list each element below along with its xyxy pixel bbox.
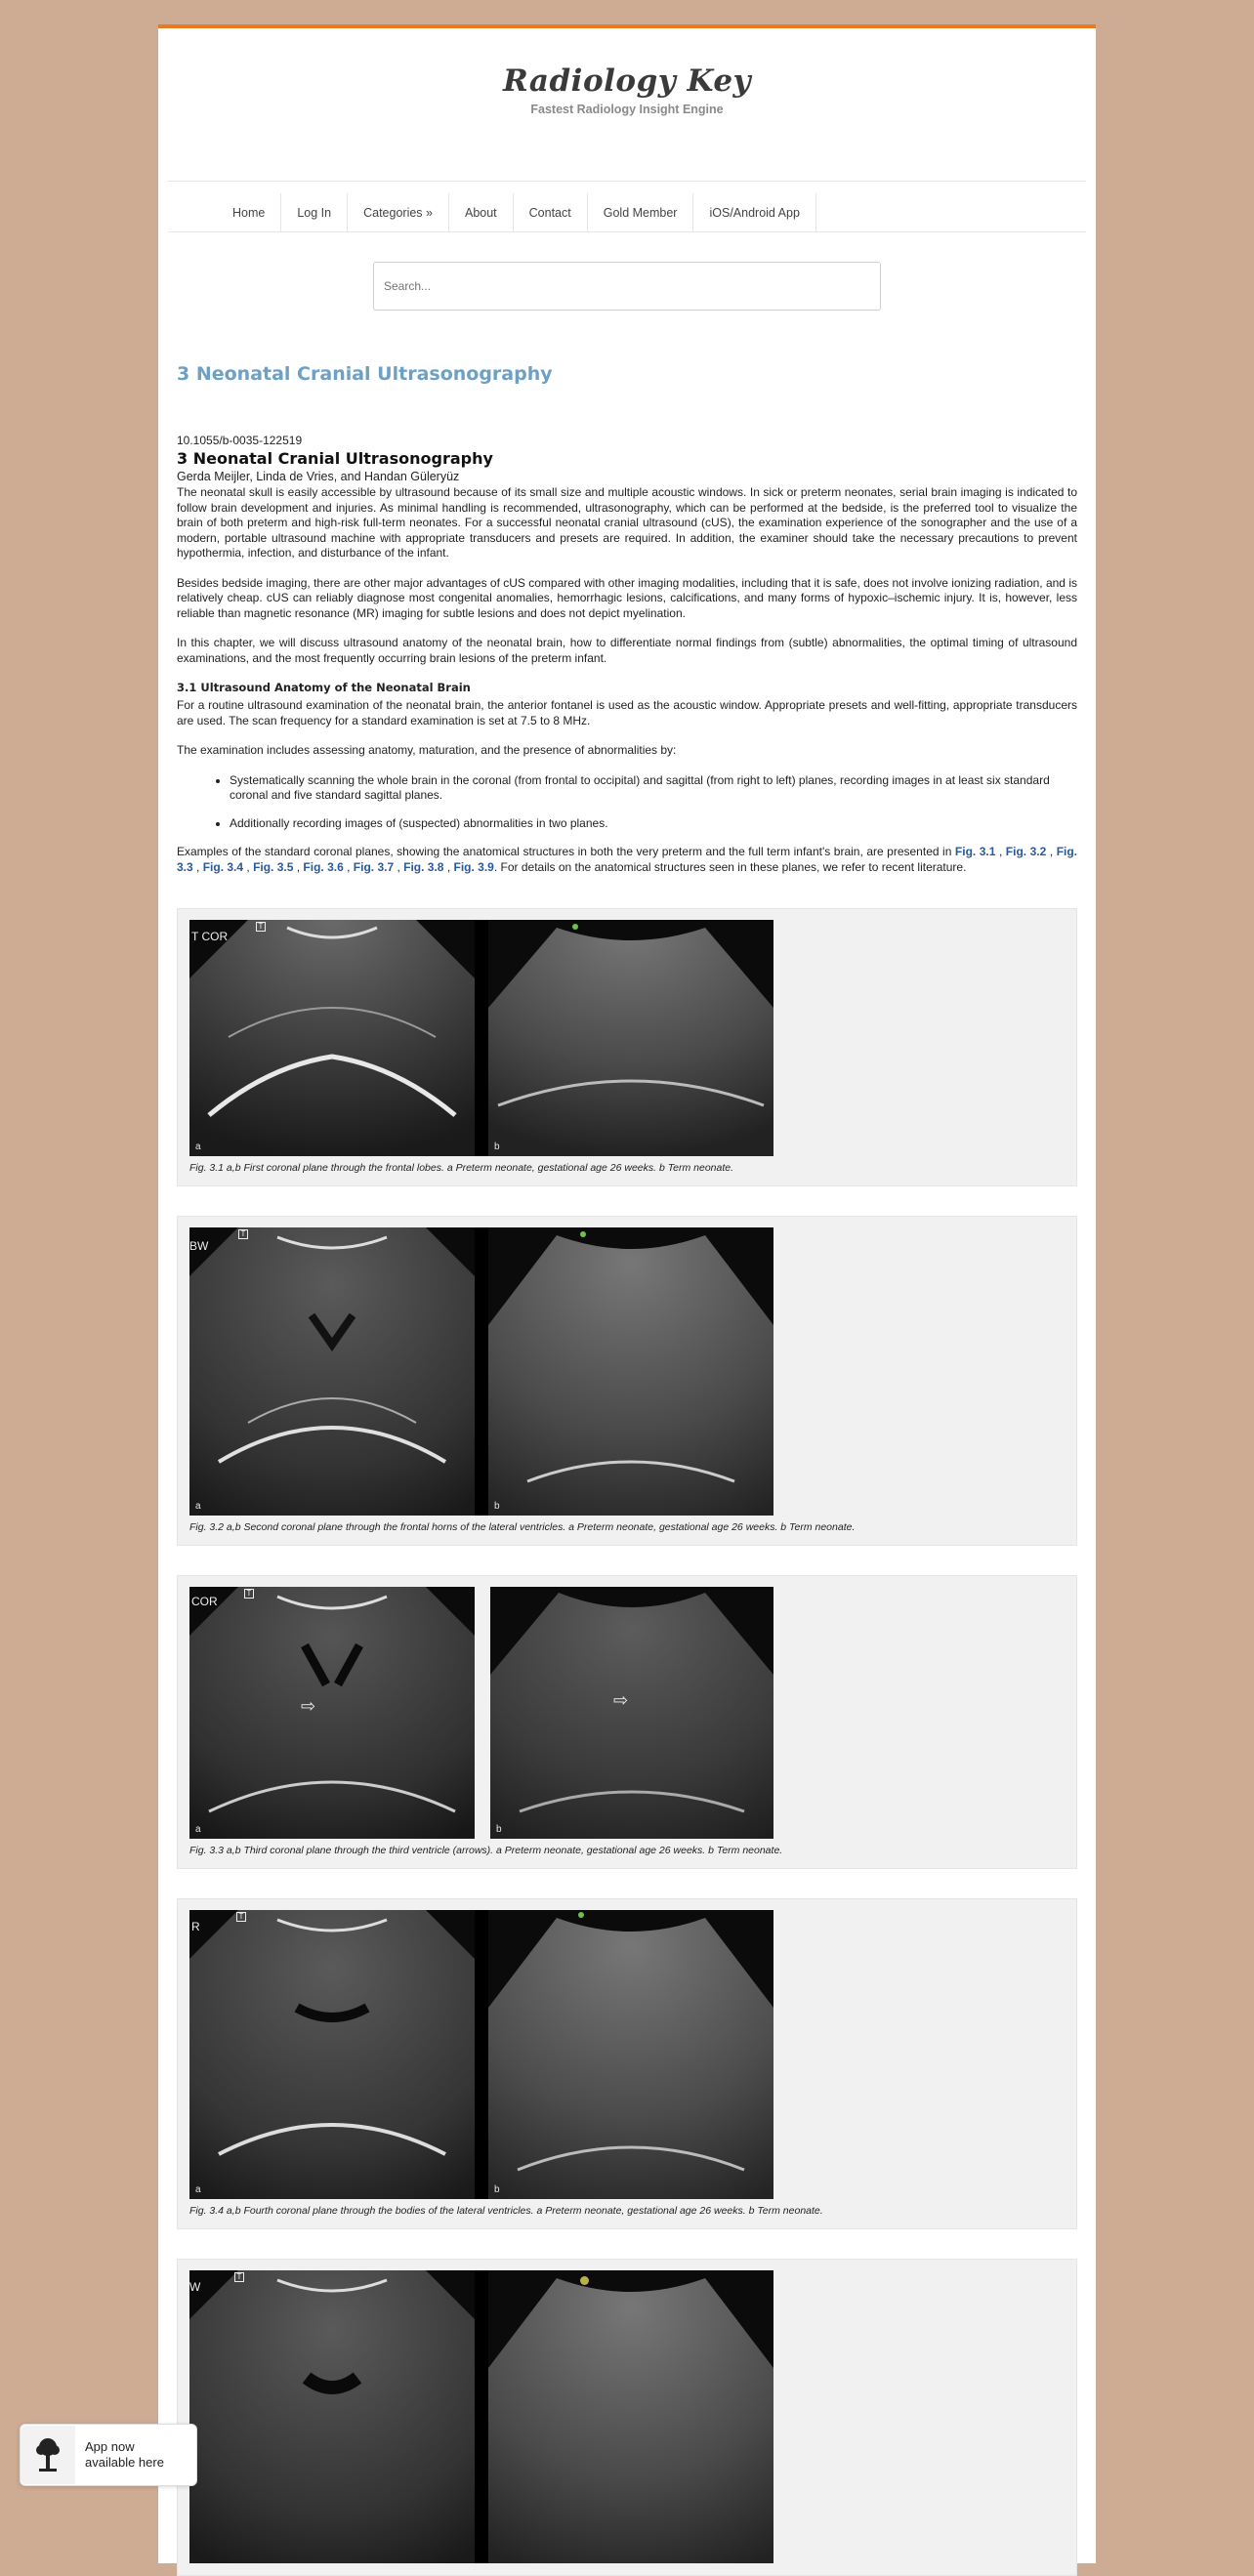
ultrasound-image-b[interactable] (490, 1587, 773, 1839)
transducer-mark-icon: T (256, 922, 266, 932)
image-tag: W (189, 2280, 201, 2294)
main-nav (168, 193, 1086, 232)
image-label: a (195, 1142, 201, 1152)
paragraph: Besides bedside imaging, there are other major advantages of cUS compared with other imaging modalities, including that it is safe, does not involve ionizing radiation, and is relatively cheap. cUS can reliably diagnose most congenital anomalies, hemorrhagic lesions, calcifications, and many forms of hypoxic–ischemic injury. It is, however, less reliable than magnetic resonance (MR) imaging for subtle lesions and does not depict myelination. (177, 575, 1077, 620)
fig-link-3-3[interactable]: Fig. 3.3 (177, 845, 1078, 874)
image-tag: R (191, 1920, 200, 1933)
ultrasound-image-b[interactable] (488, 1910, 773, 2199)
section-heading: 3.1 Ultrasound Anatomy of the Neonatal Brain (177, 681, 471, 694)
fig-link-3-4[interactable]: Fig. 3.4 (202, 859, 244, 874)
image-separator (475, 1227, 488, 1516)
nav-about[interactable]: About (449, 193, 514, 231)
paragraph: The examination includes assessing anatomy, maturation, and the presence of abnormalities by: (177, 743, 677, 757)
figure-3-1 (177, 908, 1077, 1186)
image-label: b (494, 1501, 500, 1512)
paragraph: In this chapter, we will discuss ultrasound anatomy of the neonatal brain, how to differentiate normal findings from (subtle) abnormalities, the optimal timing of ultrasound examinations, and the most frequently occurring brain lesions of the preterm infant. (177, 636, 1077, 665)
nav-contact[interactable]: Contact (514, 193, 588, 231)
paragraph-figure-refs: Examples of the standard coronal planes, showing the anatomical structures in both the very preterm and the full term infant's brain, are presented in Fig. 3.1 , Fig. 3.2 , Fig. 3.3 , Fig. 3.4 , Fig. 3.5 , Fig. 3.6 , Fig. 3.7 , Fig. 3.8 , Fig. 3.9. For details on the anatomical structures seen in these planes, we refer to recent literature. (177, 845, 1078, 874)
app-badge-line: App now (85, 2439, 135, 2454)
fig-link-3-5[interactable]: Fig. 3.5 (253, 859, 294, 874)
transducer-mark-icon: T (244, 1589, 254, 1599)
figure-3-2 (177, 1216, 1077, 1546)
orientation-dot-icon (572, 924, 578, 930)
ultrasound-image-a[interactable] (189, 2270, 475, 2563)
fig-link-3-2[interactable]: Fig. 3.2 (1005, 845, 1047, 858)
paragraph: The neonatal skull is easily accessible by ultrasound because of its small size and multiple acoustic windows. In sick or preterm neonates, serial brain imaging is indicated to follow brain development and injuries. As minimal handling is recommended, ultrasonography, which can be performed at the bedside, is the preferred tool to visualize the brain of both preterm and high-risk full-term neonates. For a successful neonatal cranial ultrasound (cUS), the examination experience of the sonographer and the use of a modern, portable ultrasound machine with appropriate transducers and presets are required. In addition, the examiner should take the necessary precautions to prevent hypothermia, infection, and disturbance of the infant. (177, 485, 1077, 560)
image-separator (475, 1587, 490, 1839)
app-tree-icon (21, 2426, 75, 2484)
image-separator (475, 2270, 488, 2563)
fig-link-3-6[interactable]: Fig. 3.6 (303, 859, 344, 874)
ultrasound-image-a[interactable] (189, 1227, 475, 1516)
image-label: a (195, 1501, 201, 1512)
image-separator (475, 920, 488, 1156)
list-item: • Additionally recording images of (suspected) abnormalities in two planes. (230, 816, 1077, 832)
site-title[interactable]: Radiology Key (502, 63, 752, 99)
fig-link-3-9[interactable]: Fig. 3.9 (453, 859, 494, 874)
image-tag: COR (191, 1595, 218, 1608)
image-label: b (494, 2184, 500, 2195)
app-badge-text (75, 2439, 164, 2471)
paragraph: For a routine ultrasound examination of the neonatal brain, the anterior fontanel is used as the acoustic window. Appropriate presets and well-fitting, appropriate transducers are used. The scan frequency for a standard examination is set at 7.5 to 8 MHz. (177, 698, 1077, 727)
ultrasound-image-b[interactable] (488, 1227, 773, 1516)
chapter-title: 3 Neonatal Cranial Ultrasonography (177, 449, 493, 468)
authors: Gerda Meijler, Linda de Vries, and Handan Güleryüz (177, 470, 460, 483)
search-area (158, 262, 1096, 311)
ultrasound-image-a[interactable] (189, 1587, 475, 1839)
figure-caption: Fig. 3.1 a,b First coronal plane through the frontal lobes. a Preterm neonate, gestational age 26 weeks. b Term neonate. (189, 1162, 734, 1174)
image-label: b (494, 1142, 500, 1152)
arrow-right-icon: ⇨ (301, 1696, 316, 1716)
orientation-dot-icon (580, 1231, 586, 1237)
figure-3-5 (177, 2259, 1077, 2576)
figure-caption: Fig. 3.2 a,b Second coronal plane through the frontal horns of the lateral ventricles. a Preterm neonate, gestational age 26 weeks. b Term neonate. (189, 1521, 856, 1533)
image-tag: BW (189, 1239, 209, 1253)
image-label: a (195, 2184, 201, 2195)
fig-link-3-1[interactable]: Fig. 3.1 (954, 845, 996, 858)
transducer-mark-icon: T (236, 1912, 246, 1922)
nav-categories[interactable]: Categories » (348, 193, 449, 231)
article (158, 363, 1096, 2576)
orientation-dot-icon (578, 1912, 584, 1918)
search-input[interactable] (373, 262, 881, 311)
app-badge[interactable] (20, 2424, 197, 2486)
ultrasound-image-b[interactable] (488, 2270, 773, 2563)
figure-3-4 (177, 1898, 1077, 2229)
image-label: b (496, 1824, 502, 1835)
site-tagline: Fastest Radiology Insight Engine (530, 103, 724, 116)
site-header (168, 28, 1086, 182)
transducer-mark-icon: T (234, 2272, 244, 2282)
fig-link-3-7[interactable]: Fig. 3.7 (353, 859, 395, 874)
app-badge-line: available here (85, 2455, 164, 2470)
ultrasound-image-a[interactable] (189, 1910, 475, 2199)
nav-home[interactable]: Home (217, 193, 281, 231)
post-title[interactable]: 3 Neonatal Cranial Ultrasonography (177, 363, 553, 385)
arrow-right-icon: ⇨ (613, 1690, 629, 1710)
fig-link-3-8[interactable]: Fig. 3.8 (403, 859, 444, 874)
nav-login[interactable]: Log In (281, 193, 348, 231)
paragraph-text: Examples of the standard coronal planes, showing the anatomical structures in both the very preterm and the full term infant's brain, are presented in (177, 845, 955, 858)
image-tag: T COR (191, 930, 229, 943)
orientation-dot-icon (580, 2276, 589, 2285)
figure-caption: Fig. 3.4 a,b Fourth coronal plane through the bodies of the lateral ventricles. a Preterm neonate, gestational age 26 weeks. b Term neonate. (189, 2205, 823, 2217)
ultrasound-image-b[interactable] (488, 920, 773, 1156)
list-item: • Systematically scanning the whole brain in the coronal (from frontal to occipital) and sagittal (from right to left) planes, recording images in at least six standard coronal and five standard sagittal planes. (230, 773, 1077, 804)
figure-caption: Fig. 3.3 a,b Third coronal plane through the third ventricle (arrows). a Preterm neonate, gestational age 26 weeks. b Term neonate. (189, 1845, 783, 1856)
page-container (158, 24, 1096, 2563)
image-separator (475, 1910, 488, 2199)
nav-gold-member[interactable]: Gold Member (588, 193, 694, 231)
ultrasound-image-a[interactable] (189, 920, 475, 1156)
image-label: a (195, 1824, 201, 1835)
bullet-list (177, 773, 1077, 832)
doi: 10.1055/b-0035-122519 (177, 434, 303, 447)
nav-app[interactable]: iOS/Android App (693, 193, 815, 231)
figure-3-3 (177, 1575, 1077, 1869)
transducer-mark-icon: T (238, 1229, 248, 1239)
paragraph-text: . For details on the anatomical structures seen in these planes, we refer to recent literature. (493, 859, 967, 874)
